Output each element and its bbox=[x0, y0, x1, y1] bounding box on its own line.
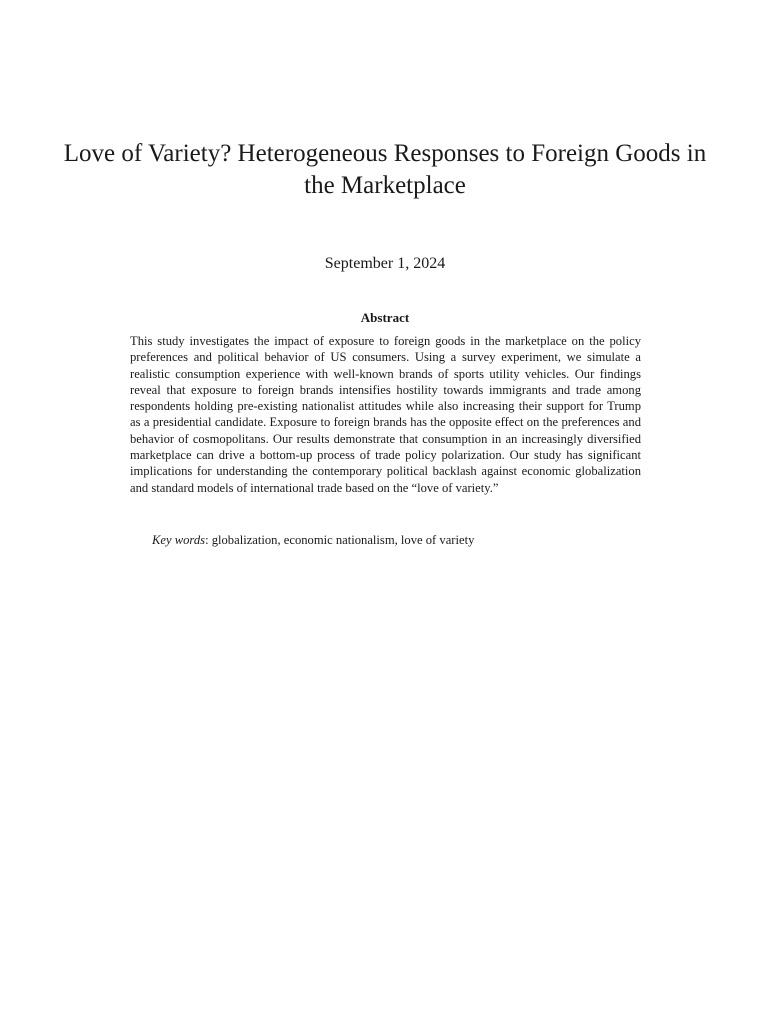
abstract-text: This study investigates the impact of exposure to foreign goods in the marketplace on the policy preferences and political behavior of US consumers. Using a survey experiment, we simulate a realistic consumption experience with well-known brands of sports utility vehicles. Our findings reveal that exposure to foreign brands intensifies hostility towards immigrants and trade among respondents holding pre-existing nationalist attitudes while also increasing their support for Trump as a presidential candidate. Exposure to foreign brands has the opposite effect on the preferences and behavior of cosmopolitans. Our results demonstrate that consumption in an increasingly diversified marketplace can drive a bottom-up process of trade policy polarization. Our study has significant implications for understanding the contemporary political backlash against economic globalization and standard models of international trade based on the “love of variety.” bbox=[130, 334, 641, 495]
keywords-separator: : bbox=[205, 533, 212, 547]
keywords-list: globalization, economic nationalism, love of variety bbox=[211, 533, 475, 547]
keywords-label: Key words bbox=[152, 533, 206, 547]
paper-date: September 1, 2024 bbox=[324, 255, 446, 272]
paper-title: Love of Variety? Heterogeneous Responses to Foreign Goods in the Marketplace bbox=[63, 140, 707, 199]
abstract-heading: Abstract bbox=[360, 310, 410, 325]
keywords-line bbox=[152, 532, 641, 548]
